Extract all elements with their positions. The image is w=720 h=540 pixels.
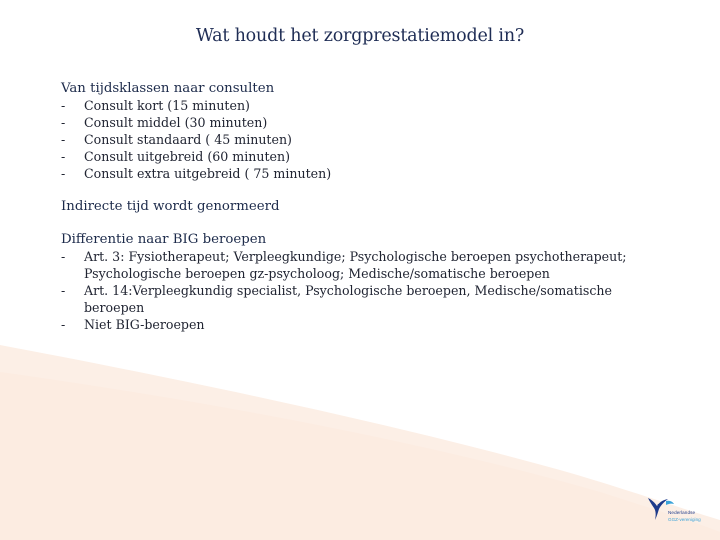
list-item-text: Consult uitgebreid (60 minuten) [84,149,291,164]
list-item-text: Art. 3: Fysiotherapeut; Verpleegkundige; Psychologische beroepen psychotherapeut; Psychologische beroepen gz-psycholoog; Medische/somatische beroepen [84,249,627,281]
dash-bullet: - [61,149,66,164]
slide-title: Wat houdt het zorgprestatiemodel in? [195,26,525,46]
dash-bullet: - [61,283,66,298]
list-item-text: Consult kort (15 minuten) [84,98,250,113]
list-item [61,165,661,182]
list-item [61,316,661,333]
big-list [61,248,661,333]
logo-text-line1: Nederlandse [668,510,696,515]
dash-bullet: - [61,249,66,264]
list-item-text: Art. 14:Verpleegkundig specialist, Psychologische beroepen, Medische/somatische beroepen [84,283,612,315]
slide-body [61,80,661,333]
list-item [61,282,661,316]
section-heading: Indirecte tijd wordt genormeerd [61,199,280,214]
section-heading: Van tijdsklassen naar consulten [61,81,275,96]
dash-bullet: - [61,317,66,332]
section-indirecte-tijd [61,198,661,215]
list-item [61,97,661,114]
dash-bullet: - [61,166,66,181]
list-item [61,148,661,165]
list-item-text: Consult standaard ( 45 minuten) [84,132,292,147]
ggz-logo [646,494,716,530]
list-item [61,248,661,282]
list-item [61,114,661,131]
list-item-text: Consult extra uitgebreid ( 75 minuten) [84,166,332,181]
list-item-text: Niet BIG-beroepen [84,317,205,332]
dash-bullet: - [61,115,66,130]
consult-list [61,97,661,182]
section-big-beroepen [61,231,661,333]
list-item-text: Consult middel (30 minuten) [84,115,268,130]
section-heading: Differentie naar BIG beroepen [61,232,267,247]
section-consulten [61,80,661,182]
dash-bullet: - [61,132,66,147]
logo-text-line2: GGZ-vereniging [668,517,701,522]
dash-bullet: - [61,98,66,113]
list-item [61,131,661,148]
